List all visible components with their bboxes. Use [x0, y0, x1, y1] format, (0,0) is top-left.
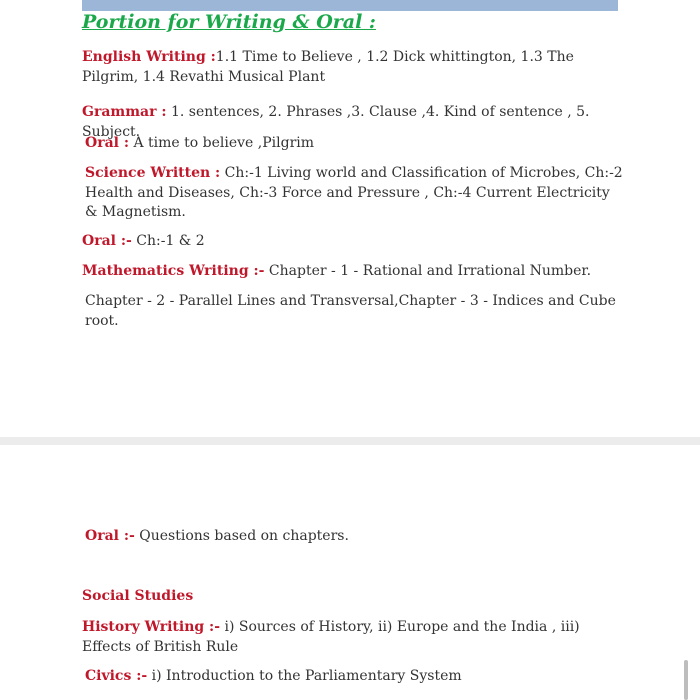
mathematics-chapters-section [85, 292, 625, 331]
english-writing-section [82, 48, 622, 87]
science-oral-section [82, 232, 622, 252]
section-text: i) Introduction to the Parliamentary System [147, 668, 462, 684]
section-text: A time to believe ,Pilgrim [129, 135, 315, 151]
section-text: Questions based on chapters. [134, 528, 349, 544]
english-oral-section [85, 134, 625, 154]
history-writing-section [82, 618, 622, 657]
section-label: History Writing :- [82, 619, 221, 635]
section-text: Chapter - 2 - Parallel Lines and Transversal,Chapter - 3 - Indices and Cube root. [85, 293, 616, 329]
section-text: Chapter - 1 - Rational and Irrational Number. [264, 263, 592, 279]
page-title: Portion for Writing & Oral : [82, 11, 376, 33]
section-label: Grammar : [82, 104, 167, 120]
science-written-section [85, 164, 625, 223]
section-label: Science Written : [85, 165, 221, 181]
civics-section [85, 667, 625, 687]
scrollbar-thumb[interactable] [684, 660, 688, 700]
section-text: 1.1 Time to Believe , 1.2 Dick whittington, 1.3 The Pilgrim, 1.4 Revathi Musical Plant [82, 49, 574, 85]
social-studies-heading [82, 587, 622, 607]
section-label: Civics :- [85, 668, 148, 684]
section-text: Ch:-1 & 2 [131, 233, 205, 249]
maths-oral-section [85, 527, 625, 547]
section-text: Ch:-1 Living world and Classification of Microbes, Ch:-2 Health and Diseases, Ch:-3 Force and Pressure , Ch:-4 Current Electricity & Magnetism. [85, 165, 623, 220]
document-page-2 [0, 445, 700, 700]
section-label: Oral :- [82, 233, 132, 249]
section-text: i) Sources of History, ii) Europe and the India , iii) Effects of British Rule [82, 619, 580, 655]
section-label: Mathematics Writing :- [82, 263, 265, 279]
mathematics-writing-section [82, 262, 622, 282]
section-label: Social Studies [82, 588, 194, 604]
header-bar [82, 0, 618, 11]
section-label: Oral : [85, 135, 130, 151]
page-separator [0, 437, 700, 445]
section-text: 1. sentences, 2. Phrases ,3. Clause ,4. Kind of sentence , 5. Subject. [82, 104, 590, 140]
section-label: Oral :- [85, 528, 135, 544]
section-label: English Writing : [82, 49, 216, 65]
